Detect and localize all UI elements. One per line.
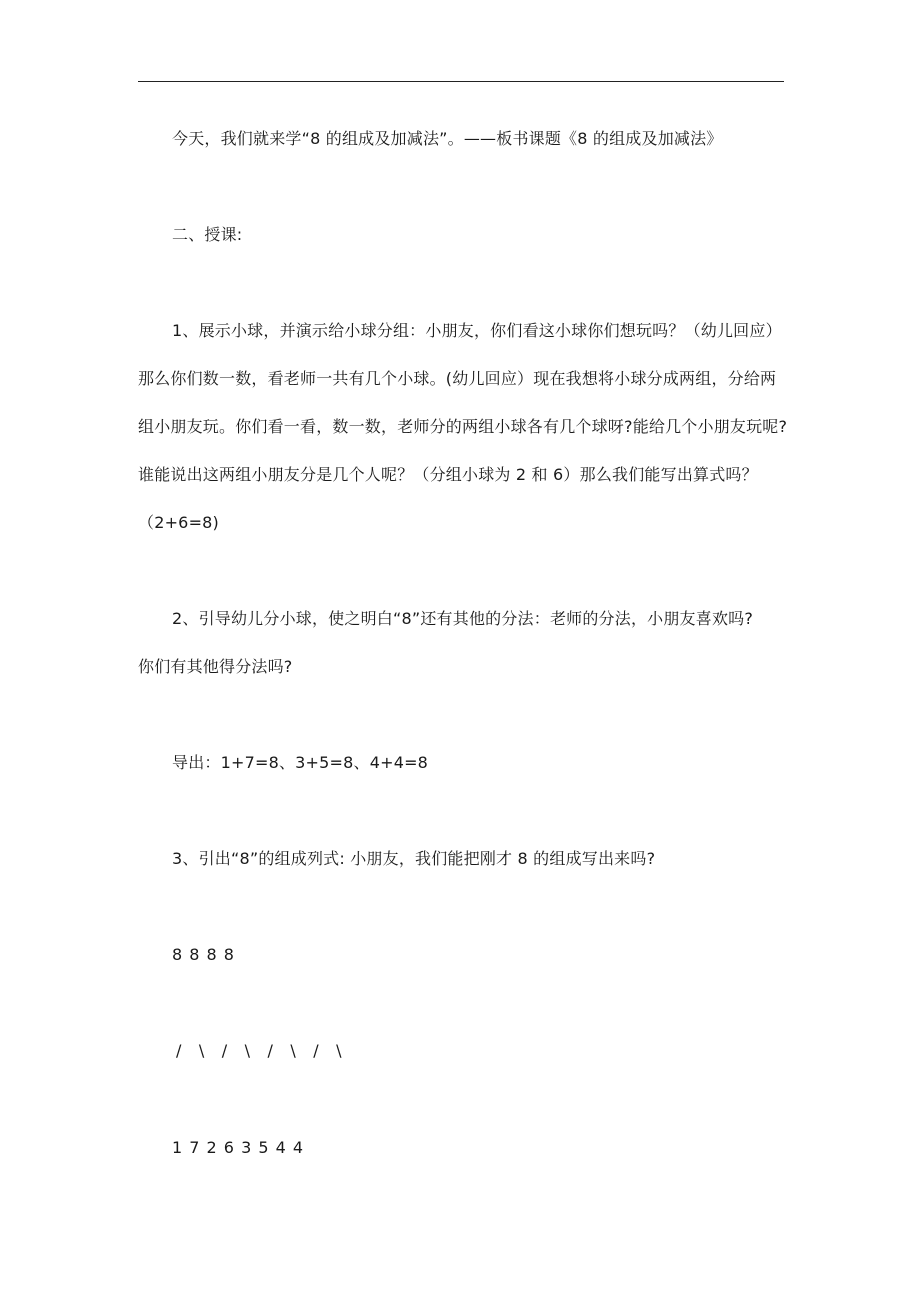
step1-line: （2+6=8) (138, 513, 219, 532)
step2-line: 2、引导幼儿分小球，使之明白“8”还有其他的分法：老师的分法，小朋友喜欢吗? (172, 609, 754, 628)
step3-paragraph: 3、引出“8”的组成列式: 小朋友，我们能把刚才 8 的组成写出来吗? (172, 849, 656, 868)
step1-line: 1、展示小球，并演示给小球分组：小朋友，你们看这小球你们想玩吗？（幼儿回应） (172, 321, 782, 340)
step1-line: 谁能说出这两组小朋友分是几个人呢？（分组小球为 2 和 6）那么我们能写出算式吗？ (138, 465, 758, 484)
composition-bottom-row: 1 7 2 6 3 5 4 4 (172, 1138, 305, 1157)
step1-line: 那么你们数一数，看老师一共有几个小球。(幼儿回应）现在我想将小球分成两组，分给两 (138, 369, 777, 388)
step1-line: 组小朋友玩。你们看一看，数一数，老师分的两组小球各有几个球呀?能给几个小朋友玩呢? (138, 417, 788, 436)
step2-line: 你们有其他得分法吗? (138, 657, 293, 676)
intro-paragraph: 今天，我们就来学“8 的组成及加减法”。——板书课题《8 的组成及加减法》 (172, 129, 723, 148)
composition-top-row: 8 8 8 8 (172, 945, 235, 964)
section-heading: 二、授课: (172, 225, 243, 244)
composition-slash-row: / \ / \ / \ / \ (176, 1041, 342, 1060)
derivation-line: 导出：1+7=8、3+5=8、4+4=8 (172, 753, 429, 772)
header-rule (138, 81, 784, 82)
